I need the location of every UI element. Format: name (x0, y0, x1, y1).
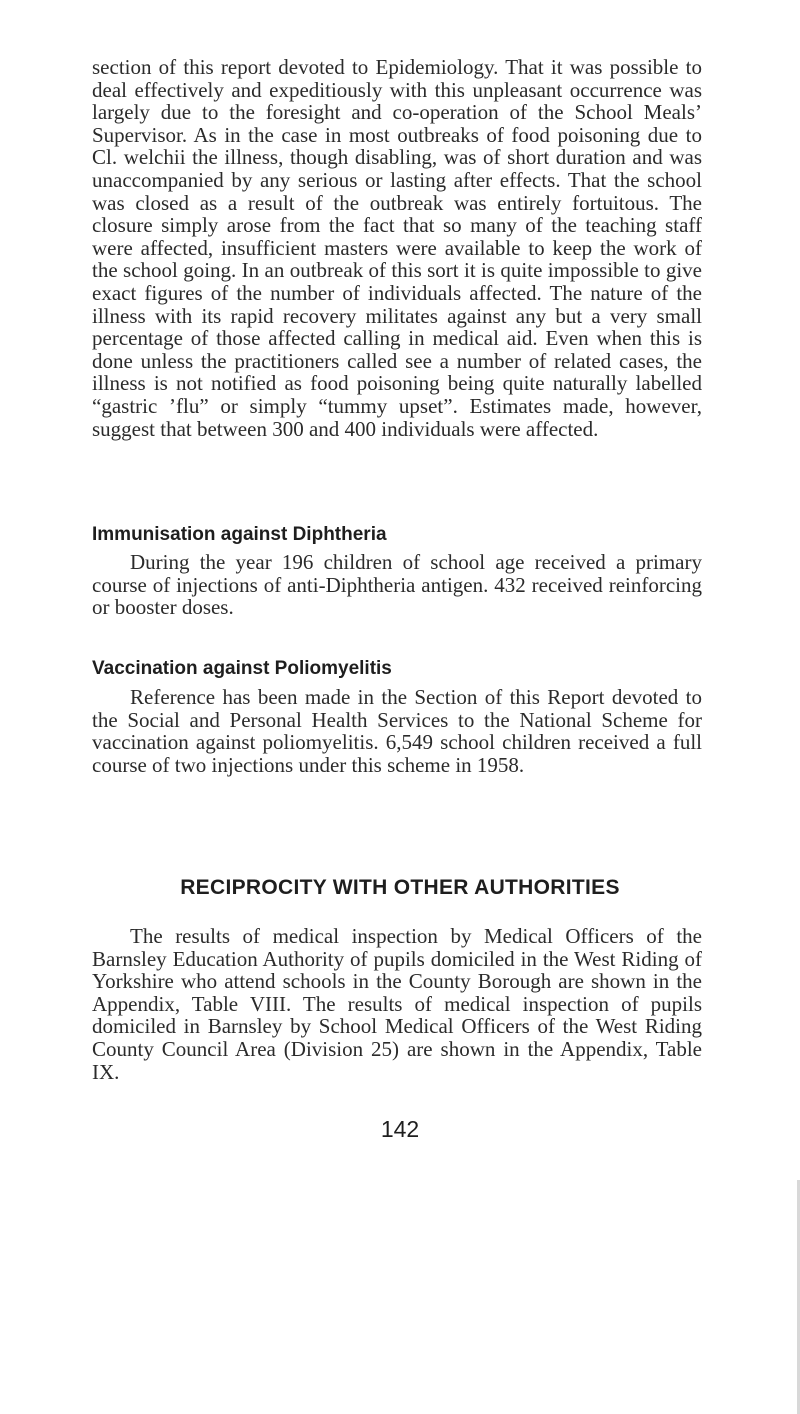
page-number: 142 (380, 1116, 420, 1142)
poliomyelitis-heading: Vaccination against Poliomyelitis (92, 658, 392, 679)
poliomyelitis-paragraph: Reference has been made in the Section of this Report devoted to the Social and Personal Health Services to the National Scheme for vaccination against poliomyelitis. 6,549 school children received a full course of two injections under this scheme in 1958. (92, 685, 702, 777)
section-title: RECIPROCITY WITH OTHER AUTHORITIES (180, 876, 620, 899)
diphtheria-heading: Immunisation against Diphtheria (92, 524, 387, 545)
epidemiology-paragraph: section of this report devoted to Epidemiology. That it was possible to deal effectively and expeditiously with this unpleasant occurrence was largely due to the foresight and co-operation of the School Meals’ Supervisor. As in the case in most outbreaks of food poisoning due to Cl. welchii the illness, though disabling, was of short duration and was unaccompanied by any serious or lasting after effects. That the school was closed as a result of the outbreak was entirely fortuitous. The closure simply arose from the fact that so many of the teaching staff were affected, insufficient masters were available to keep the work of the school going. In an outbreak of this sort it is quite impossible to give exact figures of the number of individuals affected. The nature of the illness with its rapid recovery militates against any but a very small percentage of those affected calling in medical aid. Even when this is done unless the practitioners called see a number of related cases, the illness is not notified as food poisoning being quite naturally labelled “gastric ’flu” or simply “tummy upset”. Estimates made, however, suggest that between 300 and 400 individuals were affected. (92, 55, 702, 441)
reciprocity-paragraph: The results of medical inspection by Medical Officers of the Barnsley Education Authority of pupils domiciled in the West Riding of Yorkshire who attend schools in the County Borough are shown in the Appendix, Table VIII. The results of medical inspection of pupils domiciled in Barnsley by School Medical Officers of the West Riding County Council Area (Division 25) are shown in the Appendix, Table IX. (92, 924, 702, 1084)
diphtheria-paragraph: During the year 196 children of school age received a primary course of injections of anti-Diphtheria antigen. 432 received reinforcing or booster doses. (92, 550, 702, 620)
